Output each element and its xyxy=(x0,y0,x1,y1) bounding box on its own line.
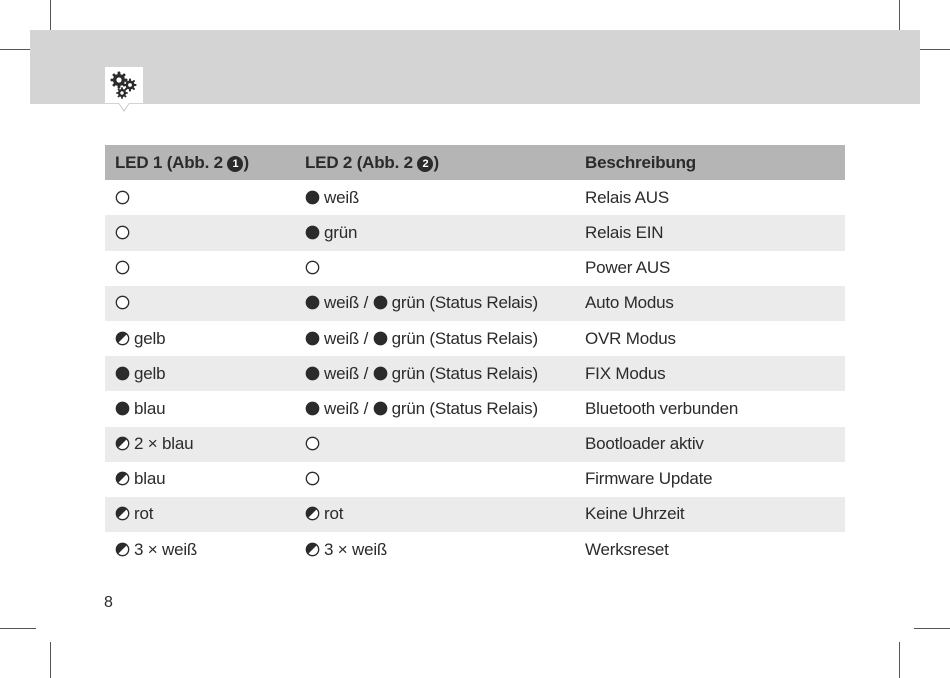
table-row xyxy=(105,180,845,215)
led-blinking-icon xyxy=(115,331,130,346)
header-led1: LED 1 (Abb. 2 1 ) xyxy=(105,145,295,180)
led-color-label: 3 × weiß xyxy=(134,539,198,559)
led-color-label: 3 × weiß xyxy=(324,539,388,559)
led-blinking-icon xyxy=(115,471,130,486)
led-color-label: grün (Status Relais) xyxy=(391,328,538,348)
led2-cell xyxy=(295,532,575,567)
badge-number: 1 xyxy=(227,156,243,172)
led2-cell xyxy=(295,356,575,391)
table-row xyxy=(105,321,845,356)
badge-pointer xyxy=(118,103,130,112)
led-color-label: rot xyxy=(324,504,344,524)
settings-badge xyxy=(105,67,143,103)
table-row xyxy=(105,427,845,462)
led-color-label: blau xyxy=(134,398,166,418)
led1-cell xyxy=(105,462,295,497)
led-on-icon xyxy=(373,295,388,310)
led-color-label: weiß xyxy=(324,187,360,207)
led1-cell xyxy=(105,356,295,391)
led-color-label: weiß xyxy=(324,293,360,313)
led2-cell xyxy=(295,497,575,532)
led1-cell xyxy=(105,180,295,215)
gears-icon xyxy=(109,70,139,100)
led-off-icon xyxy=(115,190,130,205)
led-color-label: blau xyxy=(134,469,166,489)
led-blinking-icon xyxy=(305,506,320,521)
led-color-label: 2 × blau xyxy=(134,434,194,454)
description-cell: Relais EIN xyxy=(575,215,845,250)
led-off-icon xyxy=(115,260,130,275)
led-color-label: grün (Status Relais) xyxy=(391,363,538,383)
led-on-icon xyxy=(305,295,320,310)
led1-cell xyxy=(105,286,295,321)
table-row xyxy=(105,532,845,567)
led-color-label: gelb xyxy=(134,363,166,383)
table-row xyxy=(105,356,845,391)
led-blinking-icon xyxy=(305,542,320,557)
led2-cell xyxy=(295,251,575,286)
header-description: Beschreibung xyxy=(575,145,845,180)
led2-cell xyxy=(295,215,575,250)
led-color-label: weiß xyxy=(324,328,360,348)
led2-cell xyxy=(295,321,575,356)
separator: / xyxy=(359,398,373,418)
table-row xyxy=(105,462,845,497)
description-cell: Keine Uhrzeit xyxy=(575,497,845,532)
led1-cell xyxy=(105,532,295,567)
led-on-icon xyxy=(115,366,130,381)
crop-mark xyxy=(914,628,950,629)
badge-number: 2 xyxy=(417,156,433,172)
led-color-label: weiß xyxy=(324,363,360,383)
led1-cell xyxy=(105,427,295,462)
description-cell: Werksreset xyxy=(585,539,669,559)
led-color-label: grün (Status Relais) xyxy=(391,398,538,418)
table-row xyxy=(105,391,845,426)
led-on-icon xyxy=(115,401,130,416)
led-blinking-icon xyxy=(115,436,130,451)
led2-cell xyxy=(295,391,575,426)
header-led2: LED 2 (Abb. 2 2 ) xyxy=(295,145,575,180)
crop-mark xyxy=(50,642,51,678)
led-on-icon xyxy=(373,401,388,416)
crop-mark xyxy=(899,642,900,678)
led-off-icon xyxy=(115,295,130,310)
led2-cell xyxy=(295,180,575,215)
led-on-icon xyxy=(305,401,320,416)
led1-cell xyxy=(105,321,295,356)
led1-cell xyxy=(105,391,295,426)
led-blinking-icon xyxy=(115,506,130,521)
description-cell: Bootloader aktiv xyxy=(575,427,845,462)
led-off-icon xyxy=(305,471,320,486)
led-status-table xyxy=(105,145,845,567)
led2-cell xyxy=(295,462,575,497)
led1-cell xyxy=(105,215,295,250)
led-off-icon xyxy=(115,225,130,240)
separator: / xyxy=(359,293,373,313)
header-band xyxy=(30,30,920,104)
separator: / xyxy=(359,363,373,383)
led2-cell xyxy=(295,286,575,321)
separator: / xyxy=(359,328,373,348)
led-color-label: grün xyxy=(324,222,358,242)
led-off-icon xyxy=(305,436,320,451)
led1-cell xyxy=(105,497,295,532)
led-blinking-icon xyxy=(115,542,130,557)
crop-mark xyxy=(0,628,36,629)
led-on-icon xyxy=(305,331,320,346)
led-on-icon xyxy=(305,366,320,381)
table-row xyxy=(105,497,845,532)
led1-cell xyxy=(105,251,295,286)
led-on-icon xyxy=(373,366,388,381)
description-cell: OVR Modus xyxy=(585,328,676,348)
led-color-label: rot xyxy=(134,504,154,524)
table-row xyxy=(105,251,845,286)
table-row xyxy=(105,215,845,250)
description-cell: Relais AUS xyxy=(585,187,669,207)
table-row xyxy=(105,286,845,321)
table-header-row xyxy=(105,145,845,180)
led-off-icon xyxy=(305,260,320,275)
description-cell: Auto Modus xyxy=(575,286,845,321)
led2-cell xyxy=(295,427,575,462)
led-on-icon xyxy=(305,190,320,205)
description-cell: Bluetooth verbunden xyxy=(585,398,739,418)
led-color-label: gelb xyxy=(134,328,166,348)
description-cell: Power AUS xyxy=(585,258,671,278)
page-number: 8 xyxy=(104,594,113,611)
led-on-icon xyxy=(305,225,320,240)
led-color-label: grün (Status Relais) xyxy=(391,293,538,313)
led-on-icon xyxy=(373,331,388,346)
description-cell: Firmware Update xyxy=(585,469,713,489)
led-color-label: weiß xyxy=(324,398,360,418)
description-cell: FIX Modus xyxy=(575,356,845,391)
